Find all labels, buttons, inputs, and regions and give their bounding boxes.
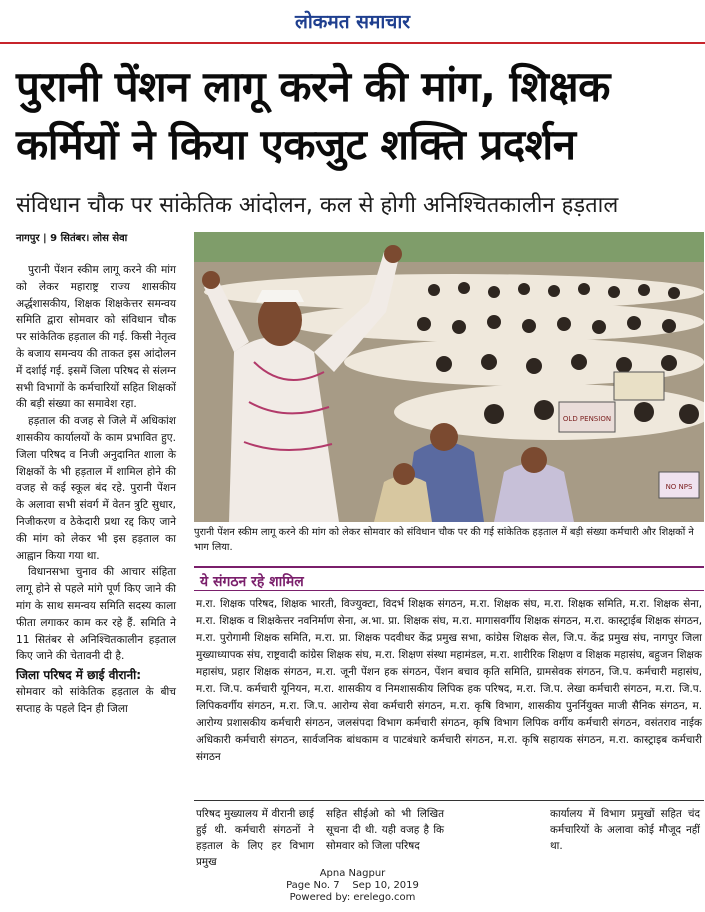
masthead [0, 0, 705, 44]
body-paragraph: हड़ताल की वजह से जिले में अधिकांश शासकीय कार्यालयों के काम प्रभावित हुए. जिला परिषद व निजी अनुदानित शाला के शिक्षकों के भी हड़ताल में शामिल होने की वजह से कई स्कूल बंद रहे. पुरानी पेंशन के अलावा सभी संवर्ग में वेतन त्रुटि सुधार, निजीकरण व ठेकेदारी प्रथा रद्द किए जाने की मांग को लेकर भी इस हड़ताल का आह्वान किया गया था. [16, 415, 176, 562]
protest-photo [194, 232, 704, 522]
story-column: सहित सीईओ को भी लिखित सूचना दी थी. यही वजह है कि सोमवार को जिला परिषद [326, 808, 444, 852]
story-column: कार्यालय में विभाग प्रमुखों सहित चंद कर्मचारियों के अलावा कोई मौजूद नहीं था. [550, 808, 700, 852]
box-bottom-rule [194, 800, 704, 801]
box-top-rule [194, 566, 704, 568]
placard-text: OLD PENSION [562, 415, 612, 423]
body-paragraph: सोमवार को सांकेतिक हड़ताल के बीच सप्ताह के पहले दिन ही जिला [16, 685, 176, 715]
dateline: नागपुर | 9 सितंबर। लोस सेवा [16, 233, 128, 244]
masthead-title: लोकमत समाचार [294, 11, 411, 33]
footer-powered-by: Powered by: erelego.com [289, 892, 416, 903]
footer-edition: Apna Nagpur [319, 868, 386, 879]
page-footer [0, 868, 705, 904]
box-title: ये संगठन रहे शामिल [200, 574, 304, 590]
box-title-rule [194, 590, 704, 591]
story-column: परिषद मुख्यालय में वीरानी छाई हुई थी. कर्मचारी संगठनों ने हड़ताल के लिए हर विभाग प्रमुख [196, 808, 314, 868]
body-paragraph: पुरानी पेंशन स्कीम लागू करने की मांग को लेकर महाराष्ट्र राज्य शासकीय अर्द्धशासकीय, शिक्षक शिक्षकेत्तर समन्वय समिति द्वारा सोमवार को संविधान चौक पर सांकेतिक हड़ताल की गई. किसी नेतृत्व के बजाय समन्वय की ताकत इस आंदोलन में दर्शाई गई. इसमें जिला परिषद से संलग्न सभी विभागों के कर्मचारियों सहित शिक्षकों की बड़ी संख्या का समावेश रहा. [16, 264, 176, 411]
photo-caption: पुरानी पेंशन स्कीम लागू करने की मांग को लेकर सोमवार को संविधान चौक पर की गई सांकेतिक हड़ताल में बड़ी संख्या कर्मचारी और शिक्षकों ने भाग लिया. [194, 527, 694, 553]
organisations-list: म.रा. शिक्षक परिषद, शिक्षक भारती, विज्युक्टा, विदर्भ शिक्षक संगठन, म.रा. शिक्षक संघ, म.रा. शिक्षक समिति, म.रा. शिक्षक सेना, म.रा. शिक्षक व शिक्षकेत्तर नवनिर्माण सेना, अ.भा. प्रा. शिक्षक संघ, म.रा. मागासवर्गीय शिक्षक संगठन, म.रा. कास्ट्राईब शिक्षक संगठन, म.रा. पुरोगामी शिक्षक समिति, म.रा. प्रा. शिक्षक पदवीधर केंद्र प्रमुख सभा, कांग्रेस शिक्षक सेल, जि.प. केंद्र प्रमुख संघ, नागपुर जिला मुख्याध्यापक संघ, राष्ट्रवादी कांग्रेस शिक्षक संघ, म.रा. शिक्षण संस्था महामंडल, म.रा. शारीरिक शिक्षण व शिक्षक महासंघ, बहुजन शिक्षक महासंघ, प्रहार शिक्षक संगठन, म.रा. जूनी पेंशन हक संगठन, पेंशन बचाव कृति समिति, ग्रामसेवक संगठन, जि.प. कर्मचारी महासंघ, म.रा. जि.प. कर्मचारी यूनियन, म.रा. शासकीय व निमशासकीय लिपिक हक परिषद, म.रा. जि.प. लेखा कर्मचारी संगठन, म.रा. जि.प. लिपिकवर्गीय संगठन, म.रा. जि.प. आरोग्य सेवा कर्मचारी संगठन, म.रा. कृषि विभाग, शासकीय पुनर्नियुक्त माजी सैनिक संगठन, म. आरोग्य प्रशासकीय कर्मचारी संगठन, जलसंपदा विभाग कर्मचारी संगठन, कृषि विभाग लिपिक वर्गीय कर्मचारी संगठन, वसंतराव नाईक अधिकारी कर्मचारी संगठन, सार्वजनिक बांधकाम व पाटबंधारे कर्मचारी संगठन, म.रा. कृषि सहायक संगठन, म.रा. कास्ट्राइब कर्मचारी संगठन [196, 598, 702, 763]
subheading: जिला परिषद में छाई वीरानी: [16, 668, 142, 683]
protest-photo-illustration [194, 232, 704, 522]
subheadline: संविधान चौक पर सांकेतिक आंदोलन, कल से होगी अनिश्चितकालीन हड़ताल [16, 193, 619, 218]
headline-line-1: पुरानी पेंशन लागू करने की मांग, शिक्षक [16, 62, 610, 111]
organisations-box-header [194, 566, 704, 592]
body-paragraph: विधानसभा चुनाव की आचार संहिता लागू होने से पहले मांगे पूर्ण किए जाने की मांग के साथ समन्वय समिति सदस्य काला फीता लगाकर काम कर रहे हैं. समिति ने 11 सितंबर से अनिश्चितकालीन हड़ताल किए जाने की चेतावनी दी है. [16, 566, 176, 663]
headline-line-2: कर्मियों ने किया एकजुट शक्ति प्रदर्शन [16, 120, 576, 169]
continued-story [194, 806, 704, 868]
headline [16, 58, 695, 174]
masthead-rule [0, 42, 705, 44]
footer-page-info: Page No. 7 Sep 10, 2019 [286, 880, 419, 891]
placard-text: NO NPS [665, 483, 693, 491]
left-column [16, 262, 176, 718]
